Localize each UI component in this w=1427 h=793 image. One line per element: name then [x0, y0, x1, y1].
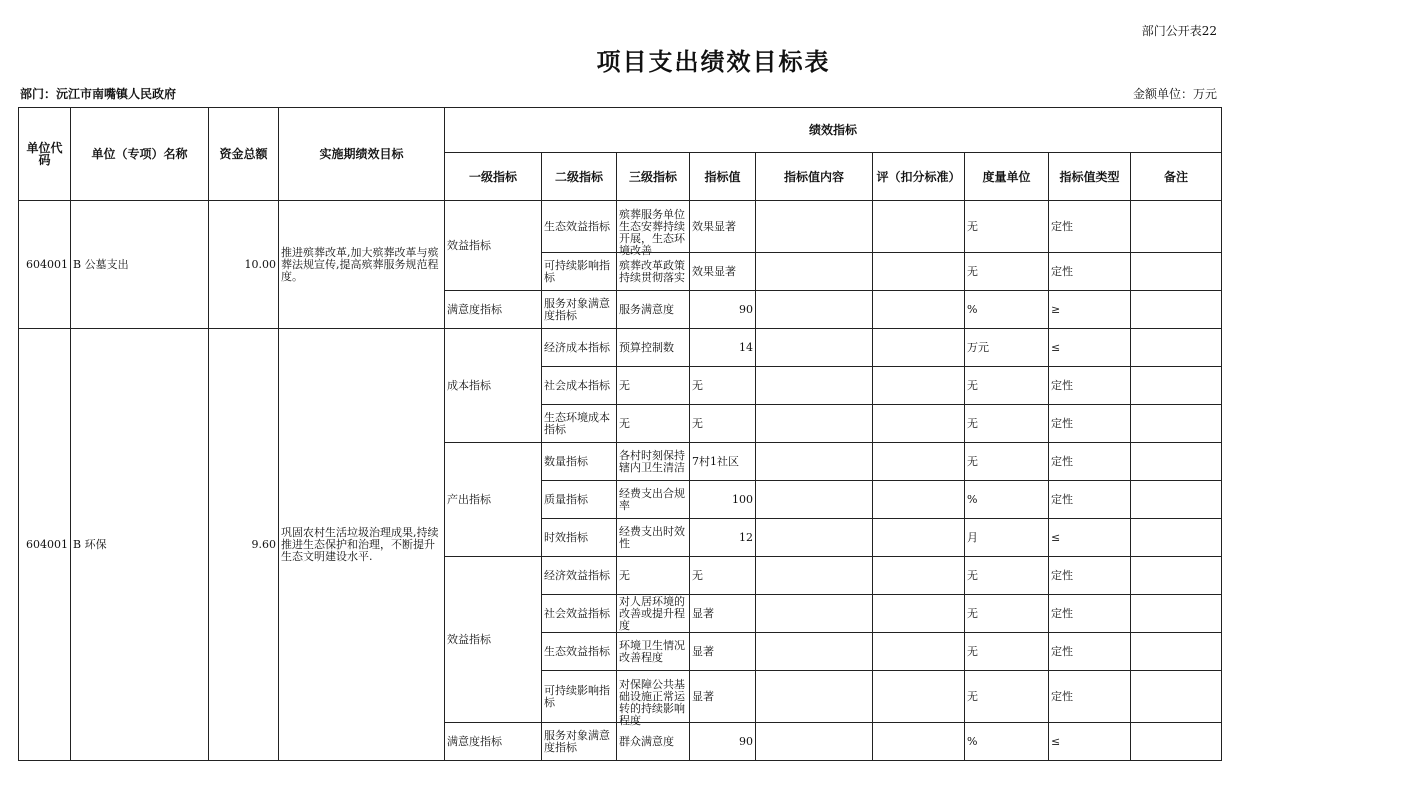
level1-cell: 成本指标	[445, 329, 542, 443]
level3-text: 环境卫生情况改善程度	[619, 638, 685, 664]
measure-unit-cell: 无	[965, 671, 1049, 723]
value-type-cell: 定性	[1049, 633, 1131, 671]
department-label: 部门：沅江市南嘴镇人民政府	[20, 87, 177, 101]
remark-cell	[1131, 367, 1222, 405]
measure-unit-cell: 月	[965, 519, 1049, 557]
measure-unit-cell: 无	[965, 443, 1049, 481]
remark-cell	[1131, 519, 1222, 557]
measure-unit-cell: 无	[965, 253, 1049, 291]
scoring-cell	[873, 443, 965, 481]
value-content-cell	[756, 723, 873, 761]
amount-unit-label: 金额单位：万元	[1132, 87, 1217, 101]
remark-cell	[1131, 405, 1222, 443]
remark-cell	[1131, 329, 1222, 367]
page-title: 项目支出绩效目标表	[596, 47, 831, 76]
value-cell: 12	[690, 519, 756, 557]
header-value-type: 指标值类型	[1049, 153, 1131, 201]
value-content-cell	[756, 291, 873, 329]
value-type-cell: 定性	[1049, 671, 1131, 723]
value-cell: 7村1社区	[690, 443, 756, 481]
header-level2: 二级指标	[542, 153, 617, 201]
value-type-cell: 定性	[1049, 595, 1131, 633]
unit-name-cell: B 公墓支出	[71, 201, 209, 329]
remark-cell	[1131, 633, 1222, 671]
level3-cell	[617, 291, 690, 329]
remark-cell	[1131, 557, 1222, 595]
header-measure-unit: 度量单位	[965, 153, 1049, 201]
header-value: 指标值	[690, 153, 756, 201]
table-body	[19, 201, 1222, 761]
level3-cell	[617, 405, 690, 443]
value-cell: 显著	[690, 633, 756, 671]
level1-cell: 满意度指标	[445, 291, 542, 329]
header-goal: 实施期绩效目标	[279, 108, 445, 201]
value-type-cell: 定性	[1049, 557, 1131, 595]
goal-cell: 巩固农村生活垃圾治理成果,持续推进生态保护和治理，不断提升生态文明建设水平.	[279, 329, 445, 761]
level3-cell	[617, 201, 690, 257]
measure-unit-cell: 无	[965, 633, 1049, 671]
level3-text: 服务满意度	[619, 302, 674, 316]
scoring-cell	[873, 723, 965, 761]
level1-cell: 产出指标	[445, 443, 542, 557]
level3-cell	[617, 443, 690, 481]
scoring-cell	[873, 405, 965, 443]
remark-cell	[1131, 291, 1222, 329]
remark-cell	[1131, 443, 1222, 481]
table-number: 部门公开表22	[1141, 24, 1217, 38]
level3-text: 对人居环境的改善或提升程度	[619, 594, 685, 632]
level3-text: 各村时刻保持辖内卫生清洁	[619, 448, 685, 474]
header-level1: 一级指标	[445, 153, 542, 201]
level2-cell: 质量指标	[542, 481, 617, 519]
level3-cell	[617, 633, 690, 671]
value-cell: 无	[690, 405, 756, 443]
value-content-cell	[756, 671, 873, 723]
value-type-cell: 定性	[1049, 481, 1131, 519]
level3-cell	[617, 723, 690, 761]
level2-cell: 服务对象满意度指标	[542, 291, 617, 329]
measure-unit-cell: 万元	[965, 329, 1049, 367]
level1-cell: 效益指标	[445, 201, 542, 291]
value-type-cell: 定性	[1049, 367, 1131, 405]
header-value-content: 指标值内容	[756, 153, 873, 201]
header-remark: 备注	[1131, 153, 1222, 201]
scoring-cell	[873, 595, 965, 633]
table-row	[19, 201, 1222, 253]
level1-cell: 满意度指标	[445, 723, 542, 761]
value-content-cell	[756, 253, 873, 291]
value-cell: 100	[690, 481, 756, 519]
level3-cell	[617, 557, 690, 595]
value-type-cell: 定性	[1049, 405, 1131, 443]
header-unit-code: 单位代码	[19, 108, 71, 201]
level3-text: 殡葬改革政策持续贯彻落实	[619, 258, 685, 284]
value-content-cell	[756, 557, 873, 595]
level2-cell: 数量指标	[542, 443, 617, 481]
remark-cell	[1131, 253, 1222, 291]
total-funds-cell: 10.00	[209, 201, 279, 329]
level3-text: 无	[619, 416, 630, 430]
level3-text: 经费支出合规率	[619, 486, 685, 512]
level2-cell: 社会效益指标	[542, 595, 617, 633]
value-cell: 效果显著	[690, 201, 756, 253]
level2-cell: 时效指标	[542, 519, 617, 557]
value-content-cell	[756, 595, 873, 633]
remark-cell	[1131, 481, 1222, 519]
level2-cell: 可持续影响指标	[542, 671, 617, 723]
measure-unit-cell: %	[965, 723, 1049, 761]
value-type-cell: ≤	[1049, 723, 1131, 761]
unit-code-cell: 604001	[19, 201, 71, 329]
level3-cell	[617, 253, 690, 291]
scoring-cell	[873, 671, 965, 723]
measure-unit-cell: 无	[965, 405, 1049, 443]
value-type-cell: 定性	[1049, 443, 1131, 481]
level3-cell	[617, 481, 690, 519]
header-total-funds: 资金总额	[209, 108, 279, 201]
level2-cell: 社会成本指标	[542, 367, 617, 405]
total-funds-cell: 9.60	[209, 329, 279, 761]
level3-cell	[617, 519, 690, 557]
value-type-cell: 定性	[1049, 201, 1131, 253]
level3-text: 对保障公共基础设施正常运转的持续影响程度	[619, 677, 685, 727]
value-cell: 无	[690, 367, 756, 405]
value-cell: 90	[690, 723, 756, 761]
value-cell: 显著	[690, 595, 756, 633]
performance-table	[18, 107, 1222, 761]
level3-cell	[617, 367, 690, 405]
value-content-cell	[756, 329, 873, 367]
measure-unit-cell: 无	[965, 557, 1049, 595]
scoring-cell	[873, 557, 965, 595]
value-cell: 显著	[690, 671, 756, 723]
level3-text: 经费支出时效性	[619, 524, 685, 550]
value-type-cell: ≤	[1049, 329, 1131, 367]
level3-cell	[617, 595, 690, 633]
level3-text: 无	[619, 568, 630, 582]
value-content-cell	[756, 405, 873, 443]
header-level3: 三级指标	[617, 153, 690, 201]
scoring-cell	[873, 519, 965, 557]
goal-cell: 推进殡葬改革,加大殡葬改革与殡葬法规宣传,提高殡葬服务规范程度。	[279, 201, 445, 329]
scoring-cell	[873, 633, 965, 671]
level3-cell	[617, 671, 690, 727]
value-content-cell	[756, 519, 873, 557]
measure-unit-cell: 无	[965, 201, 1049, 253]
remark-cell	[1131, 723, 1222, 761]
measure-unit-cell: 无	[965, 367, 1049, 405]
level2-cell: 生态效益指标	[542, 633, 617, 671]
header-indicators: 绩效指标	[445, 108, 1222, 153]
level3-text: 群众满意度	[619, 734, 674, 748]
remark-cell	[1131, 595, 1222, 633]
level2-cell: 可持续影响指标	[542, 253, 617, 291]
level2-cell: 生态环境成本指标	[542, 405, 617, 443]
remark-cell	[1131, 201, 1222, 253]
level2-cell: 经济效益指标	[542, 557, 617, 595]
header-scoring: 评（扣分标准）	[873, 153, 965, 201]
scoring-cell	[873, 481, 965, 519]
scoring-cell	[873, 291, 965, 329]
scoring-cell	[873, 367, 965, 405]
unit-name-cell: B 环保	[71, 329, 209, 761]
value-content-cell	[756, 443, 873, 481]
level3-text: 殡葬服务单位生态安葬持续开展，生态环境改善	[619, 207, 685, 257]
level2-cell: 经济成本指标	[542, 329, 617, 367]
value-cell: 效果显著	[690, 253, 756, 291]
value-content-cell	[756, 201, 873, 253]
value-content-cell	[756, 633, 873, 671]
level3-text: 无	[619, 378, 630, 392]
value-cell: 90	[690, 291, 756, 329]
value-type-cell: ≥	[1049, 291, 1131, 329]
remark-cell	[1131, 671, 1222, 723]
scoring-cell	[873, 329, 965, 367]
unit-code-cell: 604001	[19, 329, 71, 761]
value-type-cell: 定性	[1049, 253, 1131, 291]
level2-cell: 服务对象满意度指标	[542, 723, 617, 761]
scoring-cell	[873, 201, 965, 253]
value-type-cell: ≤	[1049, 519, 1131, 557]
header-unit-name: 单位（专项）名称	[71, 108, 209, 201]
level3-text: 预算控制数	[619, 340, 674, 354]
level1-cell: 效益指标	[445, 557, 542, 723]
value-cell: 无	[690, 557, 756, 595]
level3-cell	[617, 329, 690, 367]
measure-unit-cell: %	[965, 291, 1049, 329]
value-content-cell	[756, 367, 873, 405]
scoring-cell	[873, 253, 965, 291]
measure-unit-cell: %	[965, 481, 1049, 519]
value-content-cell	[756, 481, 873, 519]
level2-cell: 生态效益指标	[542, 201, 617, 253]
measure-unit-cell: 无	[965, 595, 1049, 633]
table-row	[19, 329, 1222, 367]
value-cell: 14	[690, 329, 756, 367]
